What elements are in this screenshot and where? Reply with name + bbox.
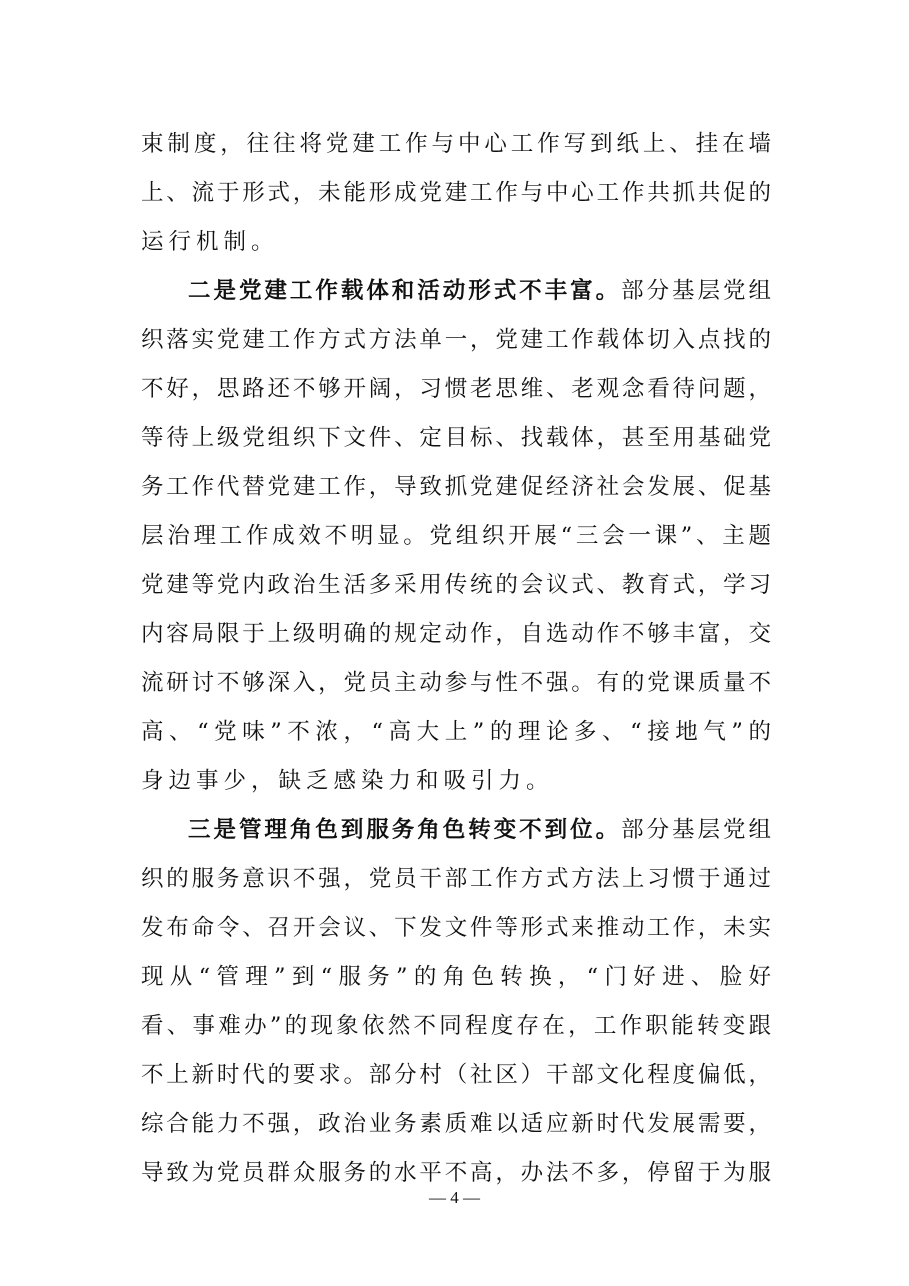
page-number: — 4 — — [429, 1188, 480, 1207]
text-line: 织落实党建工作方式方法单一，党建工作载体切入点找的 — [141, 327, 771, 353]
text-line: 高、“党味”不浓，“高大上”的理论多、“接地气”的 — [141, 719, 771, 745]
text-line: 务工作代替党建工作，导致抓党建促经济社会发展、促基 — [141, 474, 771, 500]
paragraph-first-line — [188, 812, 771, 848]
paragraph-first-line — [188, 273, 771, 309]
text-run: 部分基层党组 — [621, 817, 771, 843]
text-run: 部分基层党组 — [621, 278, 771, 304]
text-line: 不上新时代的要求。部分村（社区）干部文化程度偏低， — [141, 1062, 771, 1088]
section-heading-third: 三是管理角色到服务角色转变不到位。 — [188, 817, 622, 843]
text-line: 看、事难办”的现象依然不同程度存在，工作职能转变跟 — [141, 1013, 771, 1039]
text-line: 内容局限于上级明确的规定动作，自选动作不够丰富，交 — [141, 621, 771, 647]
text-line: 身边事少，缺乏感染力和吸引力。 — [141, 768, 554, 794]
text-line: 不好，思路还不够开阔，习惯老思维、老观念看待问题， — [141, 376, 771, 402]
text-line: 上、流于形式，未能形成党建工作与中心工作共抓共促的 — [141, 180, 771, 206]
text-line: 导致为党员群众服务的水平不高，办法不多，停留于为服 — [141, 1160, 771, 1186]
text-line: 党建等党内政治生活多采用传统的会议式、教育式，学习 — [141, 572, 771, 598]
text-line: 现从“管理”到“服务”的角色转换，“门好进、脸好 — [141, 964, 771, 990]
section-heading-second: 二是党建工作载体和活动形式不丰富。 — [188, 278, 622, 304]
text-line: 运行机制。 — [141, 229, 279, 255]
text-line: 等待上级党组织下文件、定目标、找载体，甚至用基础党 — [141, 425, 771, 451]
text-line: 发布命令、召开会议、下发文件等形式来推动工作，未实 — [141, 915, 771, 941]
text-line: 层治理工作成效不明显。党组织开展“三会一课”、主题 — [141, 523, 771, 549]
text-line: 织的服务意识不强，党员干部工作方式方法上习惯于通过 — [141, 866, 771, 892]
text-line: 束制度，往往将党建工作与中心工作写到纸上、挂在墙 — [141, 131, 771, 157]
text-line: 综合能力不强，政治业务素质难以适应新时代发展需要， — [141, 1111, 771, 1137]
text-line: 流研讨不够深入，党员主动参与性不强。有的党课质量不 — [141, 670, 771, 696]
